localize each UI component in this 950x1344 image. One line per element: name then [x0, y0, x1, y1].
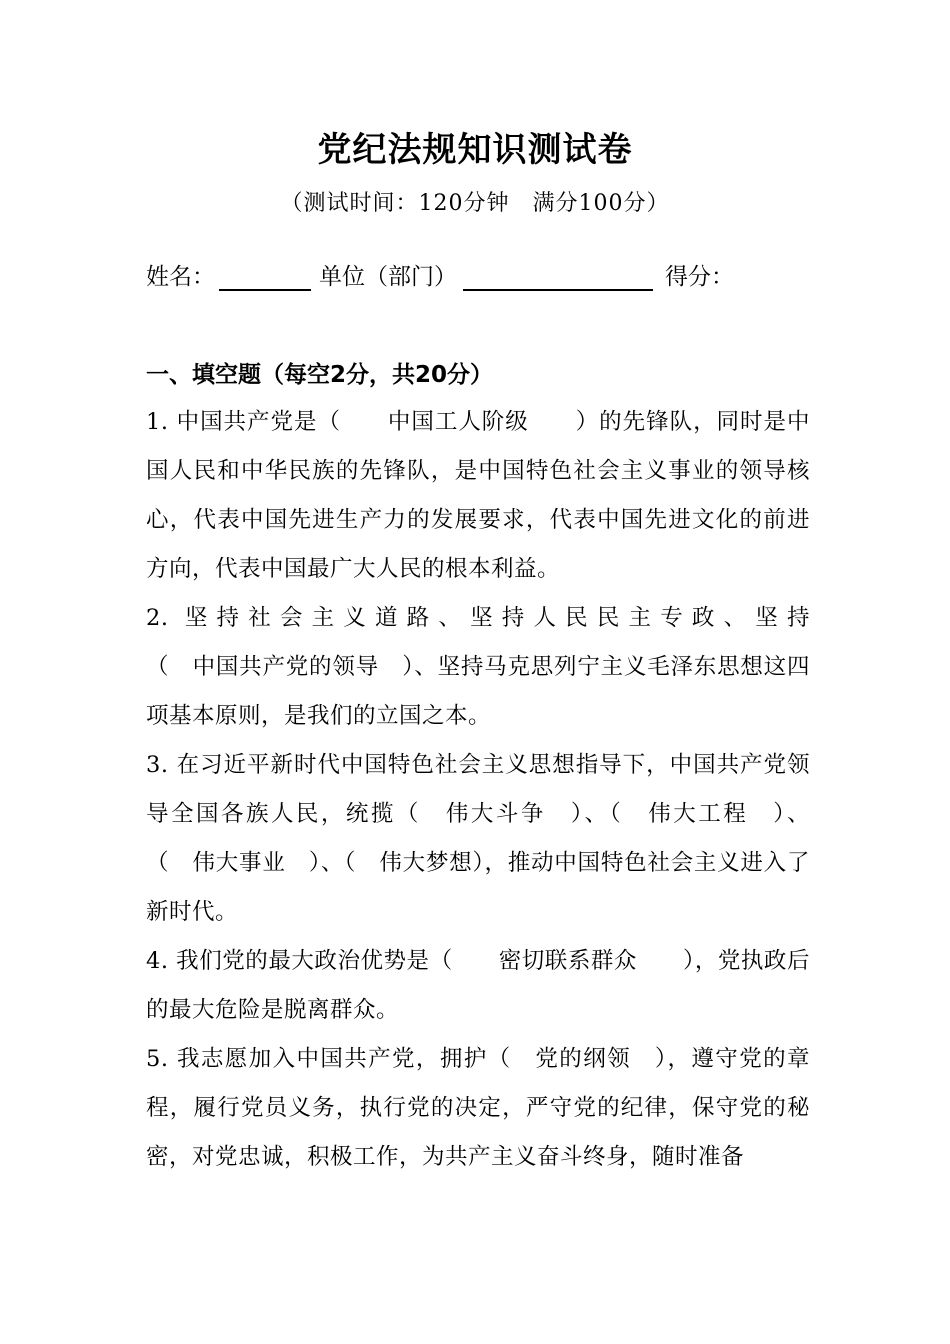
section-heading: 一、填空题（每空2分，共20分） [146, 362, 494, 388]
question-number: 4. [146, 948, 169, 974]
dept-label: 单位（部门） [319, 264, 457, 290]
question-number: 1. [146, 409, 169, 435]
question-text: 在习近平新时代中国特色社会主义思想指导下，中国共产党领导全国各族人民，统揽（ [146, 752, 810, 827]
question-text: ），遵守党的章程，履行党员义务，执行党的决定，严守党的纪律，保守党的秘密，对党忠诚，积极工作，为共产主义奋斗终身，随时准备 [146, 1046, 810, 1170]
info-line [146, 258, 826, 291]
score-label: 得分： [665, 264, 734, 290]
name-blank [219, 263, 311, 291]
question-text: ）、（ [146, 801, 810, 876]
question-text: ）、（ [570, 801, 624, 827]
question-text: 我志愿加入中国共产党，拥护（ [177, 1046, 512, 1072]
question-1 [146, 398, 810, 594]
question-2 [146, 594, 810, 741]
answer-text: 党的纲领 [511, 1046, 655, 1072]
question-4 [146, 937, 810, 1035]
answer-text: 伟大梦想 [356, 850, 473, 876]
answer-text: 伟大斗争 [420, 801, 571, 827]
answer-text: 中国工人阶级 [340, 409, 576, 435]
question-text: 坚持社会主义道路、坚持人民民主专政、坚持（ [146, 605, 810, 680]
question-text: ），推动中国特色社会主义进入了新时代。 [146, 850, 810, 925]
answer-text: 伟大事业 [169, 850, 309, 876]
document-subtitle: （测试时间：120分钟 满分100分） [280, 191, 670, 216]
question-text: ），党执政后的最大危险是脱离群众。 [146, 948, 810, 1023]
question-3 [146, 741, 810, 937]
question-text: 中国共产党是（ [176, 409, 341, 435]
question-number: 5. [146, 1046, 169, 1072]
question-text: ）、坚持马克思列宁主义毛泽东思想这四项基本原则，是我们的立国之本。 [146, 654, 810, 729]
answer-text: 伟大工程 [623, 801, 774, 827]
question-text: 我们党的最大政治优势是（ [176, 948, 453, 974]
question-number: 2. [146, 605, 169, 631]
question-text: ）、（ [308, 850, 357, 876]
question-5 [146, 1035, 810, 1182]
answer-text: 中国共产党的领导 [169, 654, 403, 680]
question-text: ）的先锋队，同时是中国人民和中华民族的先锋队，是中国特色社会主义事业的领导核心，代表中国先进生产力的发展要求，代表中国先进文化的前进方向，代表中国最广大人民的根本利益。 [146, 409, 810, 582]
name-label: 姓名： [146, 264, 215, 290]
question-list [146, 398, 810, 1182]
question-number: 3. [146, 752, 169, 778]
answer-text: 密切联系群众 [452, 948, 684, 974]
dept-blank [463, 263, 653, 291]
document-title: 党纪法规知识测试卷 [317, 130, 633, 170]
